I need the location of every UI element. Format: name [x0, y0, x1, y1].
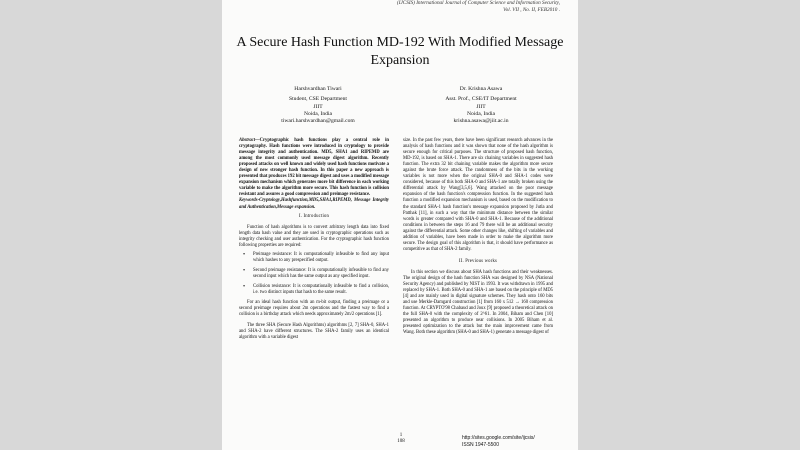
author-org: JIIT [476, 103, 486, 110]
intro-paragraph-1: Function of hash algorithms is to convert arbitrary length data into fixed length data hash value and they are used in cryptographic operations such as integrity checking and user authentication. For the cryptographic hash function following properties are required: [239, 224, 389, 248]
journal-header [397, 0, 560, 13]
journal-line-1: (IJCSIS) International Journal of Computer Science and Information Security, [397, 0, 560, 6]
keywords: Keywords-Cryptology,Hashfunction,MD5,SHA1,RIPEMD, Message Integrity and Authentication,Message expansion. [239, 198, 389, 210]
abstract [239, 138, 389, 198]
left-column [239, 138, 389, 341]
page-number-block [394, 433, 408, 445]
list-item: • Second preimage resistance: It is computationally infeasible to find any second input which has the same output as any specified input. [239, 268, 389, 280]
intro-paragraph-2: For an ideal hash function with an m-bit output, finding a preimage or a second preimage requires about 2m operations and the fastest way to find a collision is a birthday attack which needs approximately 2m/2 operations [1]. [239, 300, 389, 318]
section-heading-previous-works: II. Previous works [458, 258, 498, 264]
journal-line-2: Vol. VII , No. II, FEB2010 . [503, 6, 560, 13]
list-item: • Collision resistance: It is computationally infeasible to find a collision, i.e. two distinct inputs that hash to the same result. [239, 284, 389, 296]
author-block-1 [278, 86, 358, 125]
property-list [239, 252, 389, 296]
abstract-label: Abstract [239, 138, 255, 143]
paper-page [222, 0, 578, 450]
author-role: Asst. Prof., CSE/IT Department [445, 96, 517, 103]
author-city: Noida, India [467, 110, 495, 117]
abstract-text: —Cryptographic hash functions play a central role in cryptography. Hash functions were introduced in cryptology to provide message integrity and authentication. MD5, SHA1 and RIPEMD are among the most commonly used message digest algorithm. Recently proposed attacks on well known and widely used hash functions motivate a design of new stronger hash function. In this paper a new approach is presented that produces 192 bit message digest and uses a modified message expansion mechanism which generates more bit difference in each working variable to make the algorithm more secure. This hash function is collision resistant and assures a good compression and preimage resistance. [239, 138, 390, 198]
page-number: 108 [397, 439, 405, 444]
list-item: • Preimage resistance: It is computationally infeasible to find any input which hashes to any prespecified output. [239, 252, 389, 264]
author-name: Dr. Krishna Asawa [459, 86, 503, 92]
footer-site [462, 435, 535, 448]
right-column [403, 138, 553, 336]
page-mark: 1 [399, 433, 403, 438]
author-email: krishna.asawa@jiit.ac.in [453, 118, 509, 125]
author-block-2 [436, 86, 526, 125]
author-email: tiwari.harshvardhan@gmail.com [281, 118, 355, 125]
right-paragraph-1: size. In the past few years, there have been significant research advances in the analysis of hash functions and it was shown that none of the hash algorithm is secure enough for critical purposes. The structure of proposed hash function, MD-192, is based on SHA-1. There are six chaining variables in suggested hash function. The extra 32 bit chaining variable makes the algorithm more secure against the brute force attack. The randomness of the bits in the working variables is not more when the original SHA-0 and SHA-1 codes were considered, because of this both SHA-0 and SHA-1 are totally broken using the differential attack by Wang[3,5,6]. Wang attacked on the poor message expansion of the hash function's compression function. In the suggested hash function a modified expansion mechanism is used, based on the modification to the standard SHA-1 hash function's message expansion proposed by Jutla and Patthak [11], in such a way that the minimum distance between the similar words is greater compared with SHA-0 and SHA-1. Because of the additional conditions in between the steps 16 and 79 there will be an additional security against the differential attack. Some other changes like, shifting of variables and addition of variables, have been made in order to make the algorithm more secure. The design goal of this algorithm is that, it should have performance as competitive as that of SHA-2 family. [403, 138, 553, 252]
section-heading-introduction: I. Introduction [298, 213, 330, 219]
author-city: Noida, India [304, 110, 332, 117]
footer-issn: ISSN 1947-5500 [462, 441, 499, 448]
author-org: JIIT [313, 103, 323, 110]
author-name: Harshvardhan Tiwari [294, 86, 342, 92]
author-role: Student, CSE Department [289, 96, 347, 103]
right-paragraph-2: In this section we discuss about SHA hash functions and their weaknesses. The original design of the hash function SHA was designed by NSA (National Security Agency) and published by NIST in 1993. It was withdrawn in 1995 and replaced by SHA-1. Both SHA-0 and SHA-1 are based on the principle of MD5 [4] and are mainly used in digital signature schemes. They hash onto 160 bits and use Merkle-Damgard construction [1] from 160 x 512 → 160 compression function. At CRYPTO'98 Chabaud and Joux [9] proposed a theoretical attack on the full SHA-0 with the complexity of 2^61. In 2004, Biham and Chen [10] presented an algorithm to produce near collisions. In 2005 Biham et al. presented optimization to the attack but the main improvement came from Wang. Both these algorithm (SHA-0 and SHA-1) generate a message digest of [403, 269, 553, 336]
intro-paragraph-3: The three SHA (Secure Hash Algorithms) algorithms [2, 7] SHA-0, SHA-1 and SHA-2 have different structures. The SHA-2 family uses an identical algorithm with a variable digest [239, 323, 389, 341]
footer-url: http://sites.google.com/site/ijcsis/ [462, 435, 535, 441]
paper-title: A Secure Hash Function MD-192 With Modified Message Expansion [236, 35, 564, 68]
